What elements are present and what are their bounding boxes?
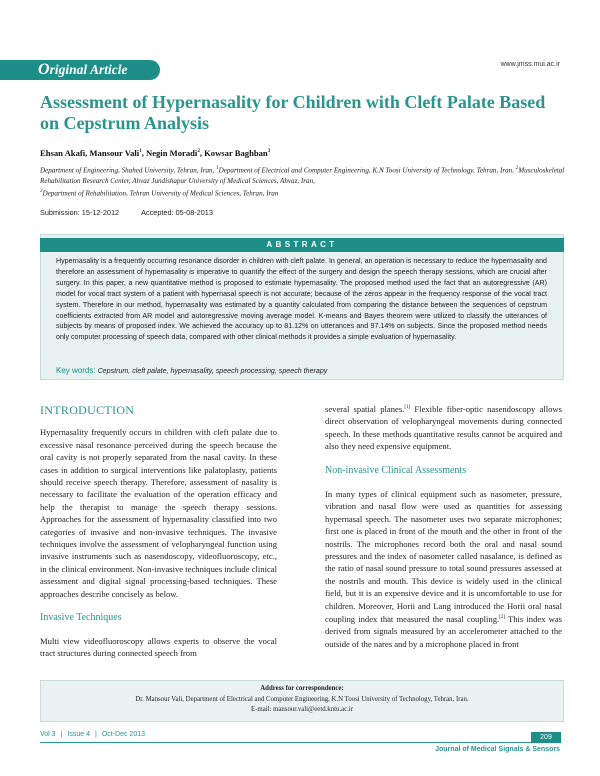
correspondence-address: Dr. Mansour Vali, Department of Electrical and Computer Engineering, K.N Toosi University of Technology, Tehran, Iran. bbox=[135, 695, 469, 703]
noninvasive-heading: Non-invasive Clinical Assessments bbox=[325, 465, 467, 477]
submission-dates bbox=[40, 208, 235, 217]
right-column bbox=[325, 402, 562, 650]
keywords-label: Key words: bbox=[56, 366, 96, 375]
para2-start: In many types of clinical equipment such as nasometer, pressure, vibration and nasal flow were used as quantities for assessing hypernasal speech. The nasometer uses two separate microphones; first one is placed in front of the mouth and the other in front of the nostrils. The microphones record both the oral and nasal sound pressures and the index of nasometer called nasalance, is defined as the ratio of nasal sound pressure to total sound pressures assessed at the nostrils and mouth. This device is widely used in the clinical field, but it is an expensive device and it is uncomfortable to use for children. Moreover, Horii and Lang introduced the Horii oral nasal coupling index that measured the nasal coupling. bbox=[325, 488, 562, 624]
affiliation-2: Department of Electrical and Computer Engineering, K.N Toosi University of Technology, Tehran, Iran, bbox=[218, 166, 516, 175]
abstract-heading-bar bbox=[40, 238, 564, 252]
correspondence-box bbox=[40, 680, 564, 722]
affiliation-sup-3: 3 bbox=[40, 188, 43, 194]
introduction-heading: INTRODUCTION bbox=[40, 403, 135, 417]
submission-date: Submission: 15-12-2012 bbox=[40, 208, 120, 217]
issue-period: Oct-Dec 2013 bbox=[101, 731, 145, 738]
para1-end: Flexible fiber-optic nasendoscopy allows direct observation of velopharyngeal movements during connected speech. In these methods quantitative results cannot be acquired and also they need expensive equipment. bbox=[325, 403, 562, 452]
journal-name: Journal of Medical Signals & Sensors bbox=[435, 746, 560, 753]
page-number: 209 bbox=[531, 732, 561, 743]
issue-info: Vol 3 | Issue 4 | Oct-Dec 2013 bbox=[40, 731, 145, 738]
article-type-banner bbox=[0, 60, 160, 80]
author-3: , Kowsar Baghban bbox=[199, 148, 268, 158]
abstract-text: Hypernasality is a frequently occurring resonance disorder in children with cleft palate. In general, an operation is necessary to reduce the hypernasality and therefore an assessment of hypernasality is imperative to quantify the effect of the surgery and design the speech therapy sessions, which are crucial after surgery. In this paper, a new quantitative method is proposed to estimate hypernasality. The proposed method used the fact that an autoregressive (AR) model for vocal tract system of a patient with hypernasal speech is not accurate; because of the zeros appear in the frequency response of the vocal tract system. Therefore in our method, hypernasality was estimated by a quantity calculated from comparing the distance between the sequences of cepstrum coefficients extracted from AR model and autoregressive moving average model. K-means and Bayes theorem were utilized to classify the utterances of subjects by means of proposed index. We achieved the accuracy up to 81.12% on utterances and 97.14% on subjects. Since the proposed method needs only computer processing of speech data, compared with other clinical methods it provides a simple evaluation of hypernasality. bbox=[56, 257, 547, 342]
article-title: Assessment of Hypernasality for Children with Cleft Palate Based on Cepstrum Analysis bbox=[40, 92, 546, 133]
left-column bbox=[40, 404, 277, 659]
footer-divider bbox=[40, 742, 545, 743]
author-sup-2: 2 bbox=[197, 149, 200, 155]
keywords bbox=[56, 366, 547, 375]
invasive-heading: Invasive Techniques bbox=[40, 612, 122, 624]
issue: Issue 4 bbox=[67, 731, 90, 738]
correspondence-email[interactable]: E-mail: mansour.vali@eetd.kntu.ac.ir bbox=[251, 706, 353, 713]
accepted-date: Accepted: 05-08-2013 bbox=[141, 208, 213, 217]
affiliation-4: Department of Rehabilitation, Tehran University of Medical Sciences, Tehran, Iran bbox=[42, 188, 279, 197]
affiliations bbox=[40, 164, 565, 199]
ref-1[interactable]: [1] bbox=[404, 405, 411, 410]
para2-end: This index was derived from signals measured by an accelerometer attached to the outside of the nares and by a microphone placed in front bbox=[325, 613, 562, 649]
article-type-label: riginal Article bbox=[49, 62, 128, 77]
ref-2[interactable]: [2] bbox=[499, 614, 506, 620]
keywords-list: Cepstrum, cleft palate, hypernasality, speech processing, speech therapy bbox=[97, 367, 328, 375]
volume: Vol 3 bbox=[40, 731, 56, 738]
correspondence-label: Address for correspondence: bbox=[260, 685, 344, 692]
noninvasive-paragraph bbox=[325, 488, 562, 650]
author-sup-3: 3 bbox=[267, 149, 271, 155]
article-type-initial: O bbox=[38, 61, 50, 78]
abstract-heading: ABSTRACT bbox=[266, 240, 338, 249]
affiliation-1: Department of Engineering, Shahed University, Tehran, Iran, bbox=[40, 166, 217, 175]
author-1: Ehsan Akafi, Mansour Vali bbox=[40, 148, 140, 158]
journal-url[interactable]: www.jmss.mui.ac.ir bbox=[500, 61, 560, 68]
author-2: , Negin Moradi bbox=[141, 148, 198, 158]
affiliation-sup-2: 2 bbox=[515, 166, 519, 171]
author-sup-1: 1 bbox=[139, 149, 142, 155]
author-list bbox=[40, 148, 270, 158]
affiliation-sup-1: 1 bbox=[216, 166, 219, 171]
invasive-paragraph: Multi view videofluoroscopy allows experts to observe the vocal tract structures during connected speech from bbox=[40, 635, 277, 658]
intro-paragraph: Hypernasality frequently occurs in children with cleft palate due to excessive nasal resonance perceived during the speech because the oral cavity is not properly separated from the nasal cavity. In these cases in addition to surgical interventions like palatoplasty, patients should receive speech therapy. Therefore, assessment of nasality is necessary to facilitate the evaluation of the operation efficacy and help the therapist to manage the speech therapy sessions. Approaches for the assessment of hypernasality classified into two categories of invasive and non-invasive techniques. The invasive techniques involve the assessment of velopharyngeal function using invasive instruments such as nasendoscopy, videofluoroscopy, etc., in the clinical environment. Non-invasive techniques include clinical assessment and digital signal processing-based techniques. These approaches describe concisely as below. bbox=[40, 427, 277, 599]
affiliation-3: Musculoskeletal Rehabilitation Research Center, Ahvaz Jundishapur University of Medical Sciences, Ahvaz, Iran, bbox=[40, 166, 565, 185]
para1-start: several spatial planes. bbox=[325, 403, 405, 414]
nasendoscopy-paragraph bbox=[325, 402, 562, 452]
